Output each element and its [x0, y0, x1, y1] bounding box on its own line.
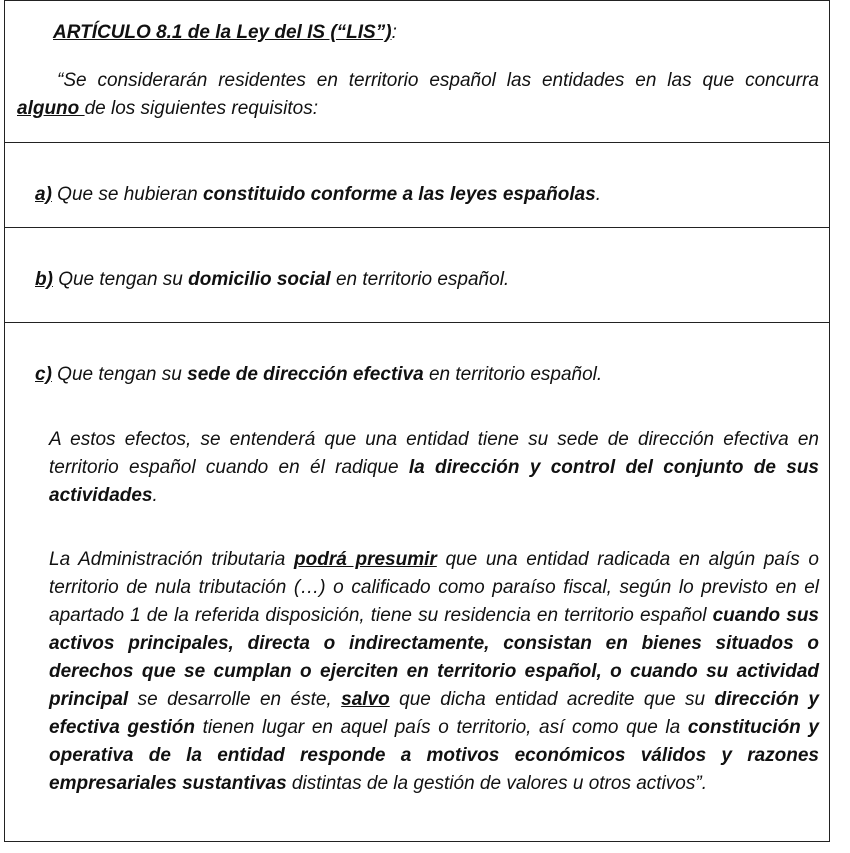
article-title-colon: :	[391, 22, 397, 43]
para2-text-3: se desarrolle en éste,	[128, 689, 342, 710]
intro-text-2: de los siguientes requisitos:	[84, 98, 318, 119]
requirement-row-a	[5, 142, 829, 228]
presumption-paragraph	[49, 546, 819, 798]
requirement-c-letter: c)	[35, 364, 52, 385]
requirement-c-text-2: en territorio español.	[423, 364, 603, 385]
article-header-row	[5, 1, 829, 143]
requirement-a-letter: a)	[35, 184, 52, 205]
para1-emphasis: la dirección y control del conjunto de sus actividades	[49, 457, 819, 506]
para2-text-6: distintas de la gestión de valores u otros activos”.	[286, 773, 707, 794]
para2-text-2: que una entidad radicada en algún país o territorio de nula tributación (…) o calificado como paraíso fiscal, según lo previsto en el apartado 1 de la referida disposición, tiene su residencia en territorio español	[49, 549, 819, 626]
intro-emphasis-alguno: alguno	[17, 98, 85, 119]
para2-text-1: La Administración tributaria	[49, 549, 295, 570]
para2-text-5: tienen lugar en aquel país o territorio, así como que la	[194, 717, 688, 738]
para1-text-1: A estos efectos, se entenderá que una entidad tiene su sede de dirección efectiva en territorio español cuando en él radique	[49, 429, 819, 478]
para2-emphasis-podra-presumir: podrá presumir	[294, 549, 437, 570]
requirement-b-emphasis: domicilio social	[188, 269, 331, 290]
para2-emphasis-salvo: salvo	[341, 689, 390, 710]
requirement-b-letter: b)	[35, 269, 53, 290]
para2-emphasis-constitucion: constitución y operativa de la entidad responde a motivos económicos válidos y razones empresariales sustantivas	[49, 717, 819, 794]
article-heading	[53, 19, 397, 47]
effective-management-paragraph	[49, 426, 819, 510]
requirement-b-text-2: en territorio español.	[330, 269, 510, 290]
requirement-a-text-2: .	[595, 184, 602, 205]
article-intro	[17, 67, 819, 123]
requirement-a	[35, 181, 601, 209]
article-title: ARTÍCULO 8.1 de la Ley del IS (“LIS”)	[53, 22, 392, 43]
requirement-c-emphasis: sede de dirección efectiva	[187, 364, 424, 385]
requirement-row-b	[5, 227, 829, 323]
requirement-c	[35, 361, 602, 389]
para1-text-2: .	[152, 485, 158, 506]
requirement-c-text-1: Que tengan su	[51, 364, 188, 385]
requirement-row-c	[5, 322, 829, 841]
requirement-a-text-1: Que se hubieran	[51, 184, 203, 205]
intro-text-1: “Se considerarán residentes en territorio español las entidades en las que concurra	[57, 70, 819, 91]
para2-emphasis-direccion: dirección y efectiva gestión	[49, 689, 819, 738]
requirement-b	[35, 266, 509, 294]
requirement-b-text-1: Que tengan su	[52, 269, 189, 290]
requirement-a-emphasis: constituido conforme a las leyes españolas	[202, 184, 596, 205]
para2-emphasis-activos: cuando sus activos principales, directa o indirectamente, consistan en bienes situados o derechos que se cumplan o ejerciten en territorio español, o cuando su actividad principal	[49, 605, 819, 710]
para2-text-4: que dicha entidad acredite que su	[389, 689, 715, 710]
article-table	[4, 0, 830, 842]
